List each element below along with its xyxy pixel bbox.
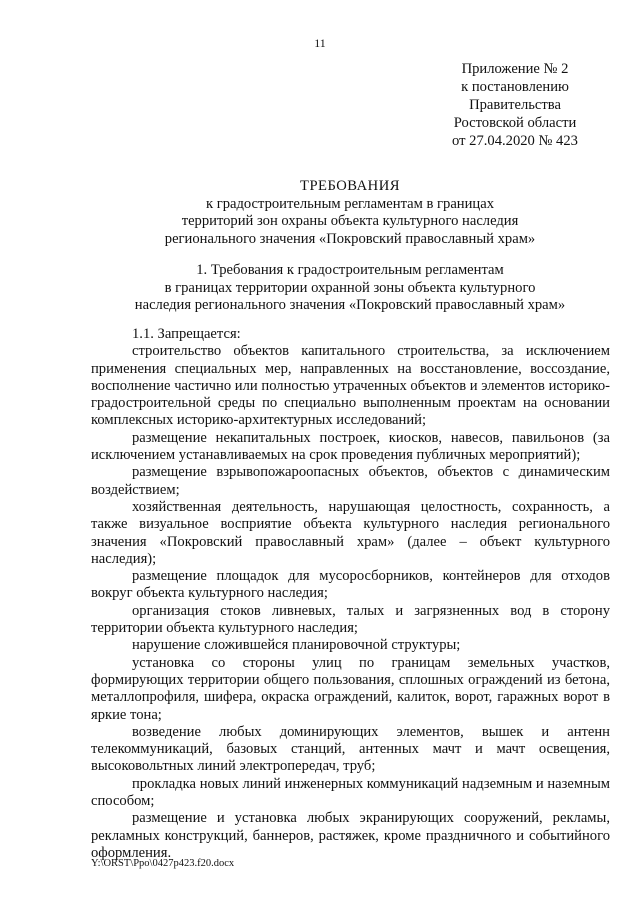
paragraph: размещение некапитальных построек, киосков, навесов, павильонов (за исключением устанавливаемых на срок проведения публичных мероприятий); — [91, 429, 610, 464]
paragraph: 1.1. Запрещается: — [132, 326, 241, 342]
paragraph: строительство объектов капитального строительства, за исключением применения специальных мер, направленных на восстановление, воссоздание, восполнение частично или полностью утраченных объектов и элементов историко-градостроительной среды по специально выполненным проектам на основании комплексных историко-архитектурных исследований; — [91, 343, 610, 429]
paragraph: возведение любых доминирующих элементов, вышек и антенн телекоммуникаций, базовых станций, антенных мачт и мачт освещения, высоковольтных линий электропередач, труб; — [91, 723, 610, 775]
page-number: 11 — [314, 36, 326, 50]
paragraph: нарушение сложившейся планировочной структуры; — [132, 637, 461, 654]
paragraph: размещение взрывопожароопасных объектов, объектов с динамическим воздействием; — [91, 464, 610, 498]
document-title — [90, 178, 610, 248]
appendix-block — [430, 60, 600, 150]
title-line: территорий зон охраны объекта культурного наследия — [181, 213, 519, 229]
paragraph: организация стоков ливневых, талых и загрязненных вод в сторону территории объекта культурного наследия; — [91, 602, 610, 637]
section-heading — [90, 262, 610, 315]
section-line: в границах территории охранной зоны объекта культурного — [164, 279, 536, 296]
paragraph: прокладка новых линий инженерных коммуникаций надземным и наземным способом; — [91, 775, 610, 810]
paragraph: хозяйственная деятельность, нарушающая целостность, сохранность, а также визуальное восприятие объекта культурного наследия регионального значения «Покровский православный храм» (далее – объект культурного наследия); — [91, 498, 610, 567]
paragraph: размещение площадок для мусоросборников, контейнеров для отходов вокруг объекта культурного наследия; — [91, 568, 610, 602]
section-line: 1. Требования к градостроительным регламентам — [196, 262, 504, 278]
section-line: наследия регионального значения «Покровский православный храм» — [134, 297, 566, 313]
file-path-footer: Y:\ORST\Ppo\0427p423.f20.docx — [91, 858, 235, 869]
appendix-line: Приложение № 2 — [461, 61, 569, 77]
appendix-line: Ростовской области — [453, 115, 577, 131]
document-body — [91, 326, 610, 862]
title-line: регионального значения «Покровский православный храм» — [164, 230, 536, 247]
title-heading: ТРЕБОВАНИЯ — [300, 178, 400, 194]
appendix-line: к постановлению — [461, 79, 569, 95]
appendix-line: Правительства — [469, 97, 561, 113]
paragraph: размещение и установка любых экранирующих сооружений, рекламы, рекламных конструкций, баннеров, растяжек, кроме праздничного и событийного оформления. — [91, 810, 610, 861]
title-line: к градостроительным регламентам в границах — [205, 195, 495, 212]
paragraph: установка со стороны улиц по границам земельных участков, формирующих территории общего пользования, сплошных ограждений из бетона, металлопрофиля, шифера, окраска ограждений, калиток, ворот, гаражных ворот в яркие тона; — [91, 654, 610, 723]
appendix-line: от 27.04.2020 № 423 — [452, 133, 578, 149]
